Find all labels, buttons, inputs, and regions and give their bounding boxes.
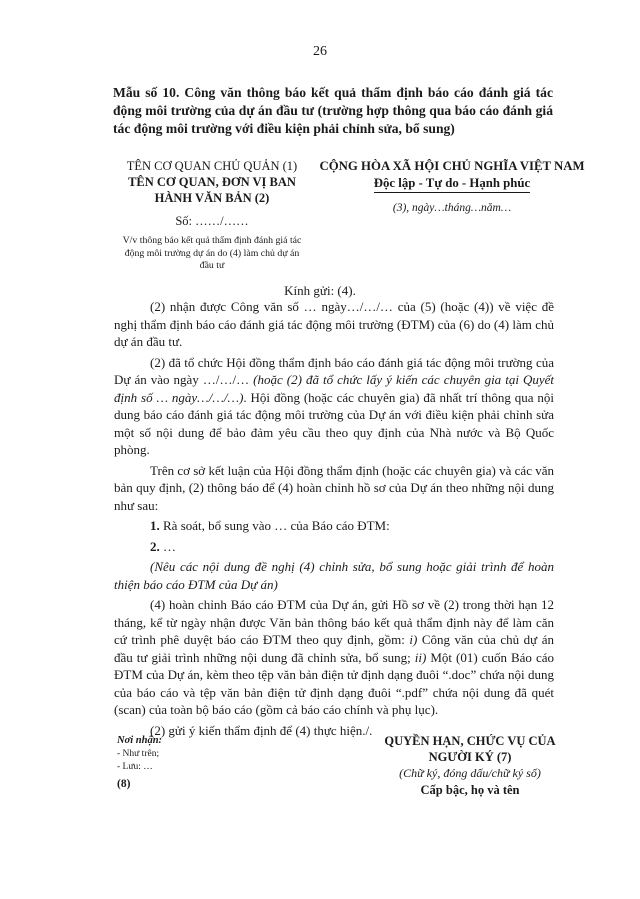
paragraph-requirements: (4) hoàn chỉnh Báo cáo ĐTM của Dự án, gửi Hồ sơ về (2) trong thời hạn 12 tháng, kể từ ngày nhận được Văn bản thông báo kết quả thẩm định này để làm căn cứ trình phê duyệt báo cáo ĐTM theo quy định, gồm: i) Công văn của chủ dự án đầu tư giải trình những nội dung đã chỉnh sửa, bổ sung; ii) Một (01) cuốn Báo cáo ĐTM của Dự án, kèm theo tệp văn bản điện tử định dạng đuôi “.doc” chứa nội dung của báo cáo và tệp văn bản điện tử định dạng đuôi “.pdf” chứa nội dung đã quét (scan) của toàn bộ báo cáo (gồm cả báo cáo chính và phụ lục).	[114, 597, 554, 717]
paragraph-conclusion: Trên cơ sở kết luận của Hội đồng thẩm định (hoặc các chuyên gia) và các văn bản quy định, (2) thông báo để (4) hoàn chỉnh hồ sơ của Dự án theo những nội dung như sau:	[114, 462, 554, 513]
national-title: CỘNG HÒA XÃ HỘI CHỦ NGHĨA VIỆT NAM	[319, 159, 585, 173]
paragraph-received: (2) nhận được Công văn số … ngày…/…/… của (5) (hoặc (4)) về việc đề nghị thẩm định báo cáo đánh giá tác động môi trường (ĐTM) của (6) do (4) làm chủ dự án đầu tư.	[114, 299, 554, 349]
recipients-title: Nơi nhận:	[117, 735, 163, 746]
list-item: 2. …	[150, 538, 176, 554]
parent-agency-name: TÊN CƠ QUAN CHỦ QUẢN (1)	[126, 159, 298, 173]
signer-position: QUYỀN HẠN, CHỨC VỤ CỦA NGƯỜI KÝ (7)	[384, 734, 556, 764]
issuing-agency-block	[112, 158, 312, 273]
signature-block	[370, 733, 570, 799]
national-header-block	[312, 158, 592, 214]
issuing-agency-name: TÊN CƠ QUAN, ĐƠN VỊ BAN HÀNH VĂN BẢN (2)	[128, 175, 296, 205]
recipients-code: (8)	[117, 778, 131, 790]
list-item: 1. Rà soát, bổ sung vào … của Báo cáo ĐTM:	[150, 518, 390, 533]
instruction-note: (Nêu các nội dung đề nghị (4) chỉnh sửa, bổ sung hoặc giải trình để hoàn thiện báo cáo ĐTM của Dự án)	[114, 559, 554, 592]
paragraph-council: (2) đã tổ chức Hội đồng thẩm định báo cáo đánh giá tác động môi trường của Dự án vào ngày …/…/… (hoặc (2) đã tổ chức lấy ý kiến các chuyên gia tại Quyết định số … ngày…/…/…). Hội đồng (hoặc các chuyên gia) đã nhất trí thông qua nội dung báo cáo đánh giá tác động môi trường của Dự án với điều kiện phải chỉnh sửa một số nội dung để bảo đảm yêu cầu theo quy định của Nhà nước và Bộ Quốc phòng.	[114, 354, 555, 457]
document-number: Số: ……/……	[175, 214, 249, 228]
recipient-item: - Lưu: …	[117, 762, 153, 772]
document-subject: V/v thông báo kết quả thẩm định đánh giá tác động môi trường dự án do (4) làm chủ dự án đầu tư	[122, 235, 302, 271]
document-title: Mẫu số 10. Công văn thông báo kết quả thẩm định báo cáo đánh giá tác động môi trường của dự án đầu tư (trường hợp thông qua báo cáo đánh giá tác động môi trường với điều kiện phải chỉnh sửa, bổ sung)	[113, 85, 553, 136]
paragraph-council-alt: (hoặc (2) đã tổ chức lấy ý kiến các chuyên gia tại Quyết định số … ngày…/…/…)	[114, 372, 555, 405]
paragraph-closing: (2) gửi ý kiến thẩm định để (4) thực hiện./.	[150, 722, 373, 738]
document-body	[114, 298, 554, 742]
recipient-item: - Như trên;	[117, 749, 160, 759]
recipients-block	[117, 733, 297, 790]
greeting-line: Kính gửi: (4).	[284, 283, 356, 298]
signature-note: (Chữ ký, đóng dấu/chữ ký số)	[399, 766, 541, 780]
signer-rank-name: Cấp bậc, họ và tên	[420, 783, 520, 797]
place-date: (3), ngày…tháng…năm…	[392, 202, 512, 214]
national-motto: Độc lập - Tự do - Hạnh phúc	[374, 175, 530, 193]
page-number: 26	[313, 44, 327, 59]
